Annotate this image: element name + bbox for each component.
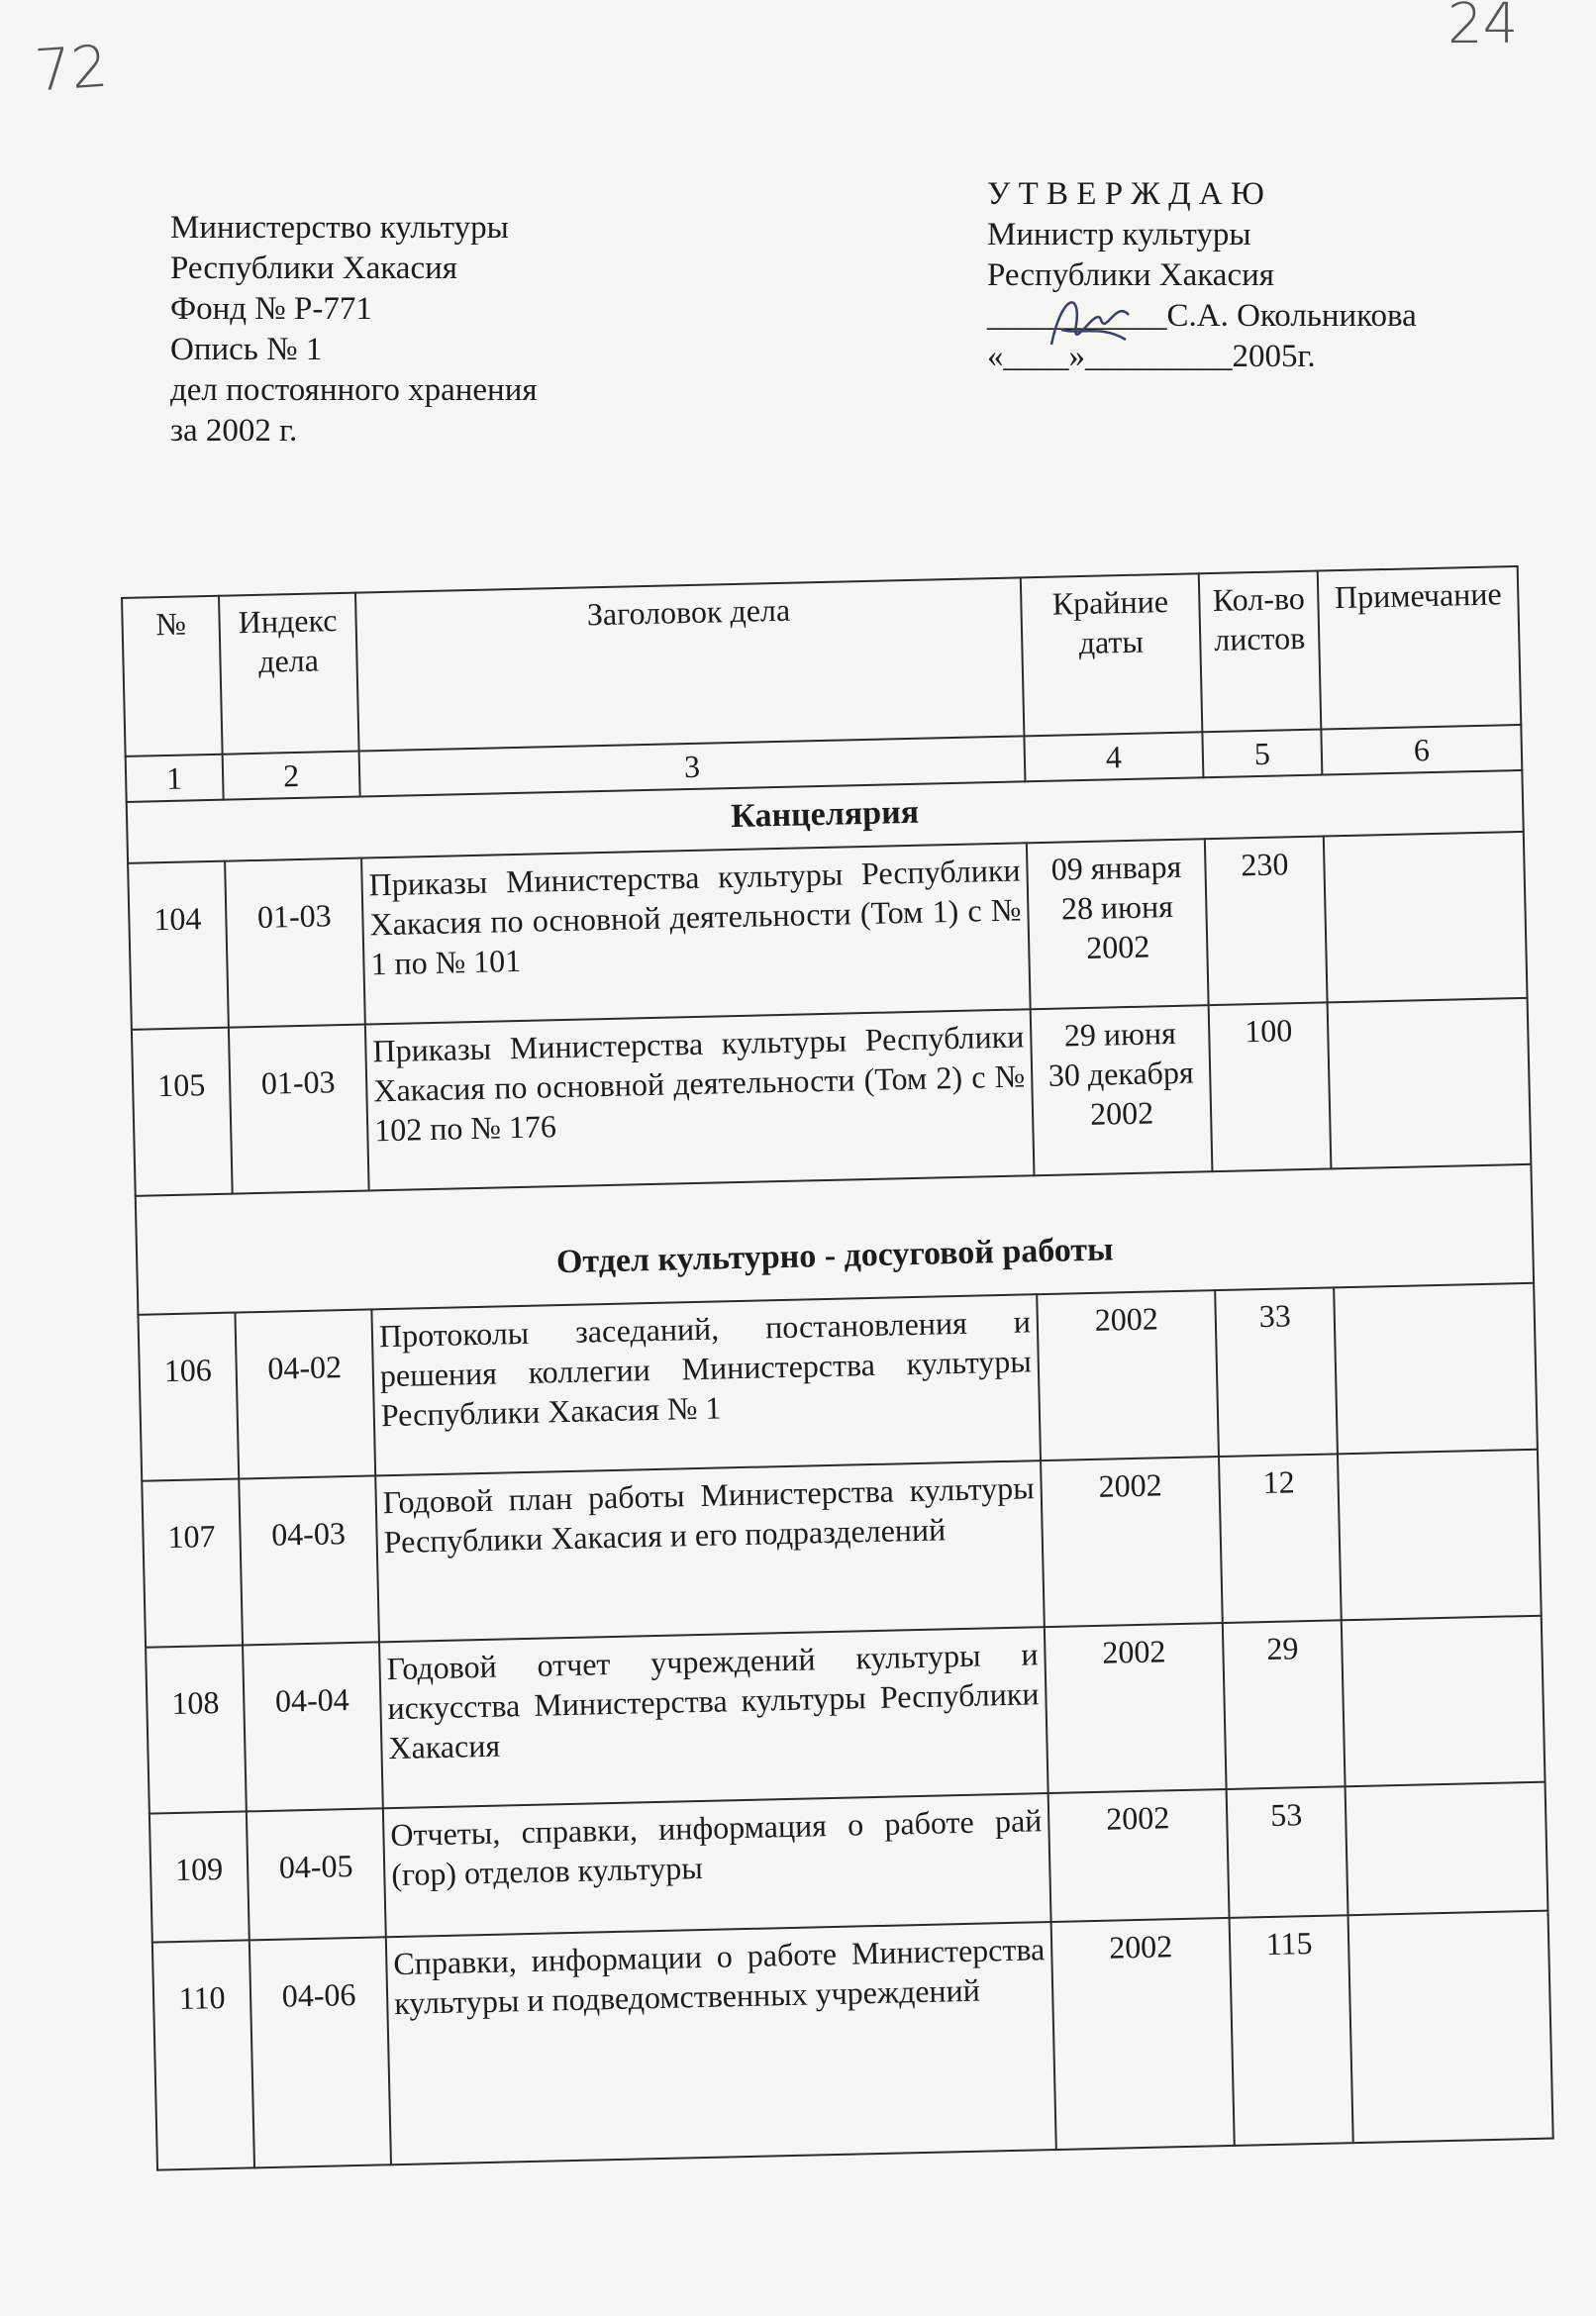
case-note xyxy=(1342,1616,1546,1787)
case-note xyxy=(1348,1911,1553,2144)
approver-position: Министр культуры xyxy=(987,217,1251,252)
case-index: 01-03 xyxy=(229,1025,369,1194)
archive-header xyxy=(170,208,538,452)
case-index: 04-02 xyxy=(235,1309,375,1478)
column-number: 4 xyxy=(1024,732,1203,781)
table-row xyxy=(128,832,1527,1030)
table-row xyxy=(142,1450,1541,1648)
fond-number: Фонд № Р-771 xyxy=(170,291,372,327)
inventory-table xyxy=(121,565,1554,2171)
sheet-count: 230 xyxy=(1205,837,1328,1006)
table-header-row xyxy=(122,566,1521,756)
case-dates: 09 января 28 июня 2002 xyxy=(1027,839,1209,1009)
case-index: 04-03 xyxy=(239,1475,379,1645)
row-number: 104 xyxy=(128,861,229,1030)
column-number: 3 xyxy=(359,736,1026,796)
sheet-count: 100 xyxy=(1209,1002,1332,1171)
case-title: Годовой отчет учреждений культуры и искусства Министерства культуры Республики Хакасия xyxy=(379,1627,1048,1808)
case-dates: 2002 xyxy=(1048,1789,1230,1922)
republic-name: Республики Хакасия xyxy=(170,251,457,286)
approval-date-line: «____»_________2005г. xyxy=(987,339,1316,374)
table-row xyxy=(152,1911,1553,2170)
row-number: 110 xyxy=(152,1940,254,2169)
header-title: Заголовок дела xyxy=(355,577,1024,751)
signature-icon xyxy=(1042,285,1137,364)
section-title: Канцелярия xyxy=(127,770,1524,863)
case-title: Протоколы заседаний, постановления и решения коллегии Министерства культуры Республики Хакасия № 1 xyxy=(371,1294,1041,1475)
row-number: 109 xyxy=(150,1811,249,1942)
handwritten-sheet-mark: 72 xyxy=(32,32,111,105)
approver-republic: Республики Хакасия xyxy=(987,257,1274,293)
table-row xyxy=(146,1616,1545,1814)
row-number: 107 xyxy=(142,1479,243,1648)
header-sheets: Кол-во листов xyxy=(1199,571,1322,733)
column-number: 6 xyxy=(1321,725,1522,775)
case-note xyxy=(1334,1283,1538,1455)
table-row xyxy=(138,1283,1537,1481)
case-dates: 2002 xyxy=(1041,1457,1223,1627)
case-note xyxy=(1324,832,1528,1003)
ministry-name: Министерство культуры xyxy=(170,210,509,246)
column-number: 2 xyxy=(223,752,360,800)
case-title: Приказы Министерства культуры Республики Хакасия по основной деятельности (Том 2) с № 102 по № 176 xyxy=(365,1009,1035,1190)
column-number: 5 xyxy=(1202,730,1322,778)
header-index: Индекс дела xyxy=(219,593,359,755)
case-title: Справки, информации о работе Министерства культуры и подведомственных учреждений xyxy=(386,1922,1056,2165)
header-number: № xyxy=(122,596,223,756)
storage-type: дел постоянного хранения xyxy=(170,372,538,408)
sheet-count: 33 xyxy=(1215,1287,1338,1457)
column-number: 1 xyxy=(126,755,224,802)
case-title: Приказы Министерства культуры Республики Хакасия по основной деятельности (Том 1) с № 1 по № 101 xyxy=(361,843,1031,1024)
table-row xyxy=(132,998,1531,1196)
case-dates: 2002 xyxy=(1045,1623,1227,1793)
case-index: 01-03 xyxy=(225,858,365,1028)
case-dates: 29 июня 30 декабря 2002 xyxy=(1031,1005,1213,1175)
case-index: 04-06 xyxy=(249,1937,391,2167)
handwritten-page-number: 24 xyxy=(1447,0,1519,56)
case-title: Годовой план работы Министерства культуры Республики Хакасия и его подразделений xyxy=(375,1460,1045,1642)
inventory-number: Опись № 1 xyxy=(170,332,323,367)
sheet-count: 115 xyxy=(1230,1915,1353,2146)
section-title: Отдел культурно - досуговой работы xyxy=(136,1164,1534,1315)
inventory-year: за 2002 г. xyxy=(170,413,298,449)
case-note xyxy=(1338,1450,1542,1621)
row-number: 108 xyxy=(146,1645,247,1813)
case-index: 04-04 xyxy=(243,1642,383,1811)
case-dates: 2002 xyxy=(1051,1918,1235,2150)
row-number: 105 xyxy=(132,1028,233,1196)
approver-signature-line: ___________С.А. Окольникова xyxy=(987,298,1417,334)
approval-title: У Т В Е Р Ж Д А Ю xyxy=(987,176,1264,212)
header-dates: Крайние даты xyxy=(1021,573,1203,736)
sheet-count: 29 xyxy=(1223,1620,1346,1789)
case-note xyxy=(1328,998,1532,1169)
case-note xyxy=(1346,1782,1548,1916)
sheet-count: 53 xyxy=(1227,1786,1348,1918)
case-title: Отчеты, справки, информация о работе рай (гор) отделов культуры xyxy=(383,1793,1051,1937)
case-dates: 2002 xyxy=(1037,1290,1219,1460)
sheet-count: 12 xyxy=(1219,1454,1342,1623)
case-index: 04-05 xyxy=(247,1808,386,1940)
row-number: 106 xyxy=(138,1313,239,1481)
header-note: Примечание xyxy=(1318,566,1522,730)
